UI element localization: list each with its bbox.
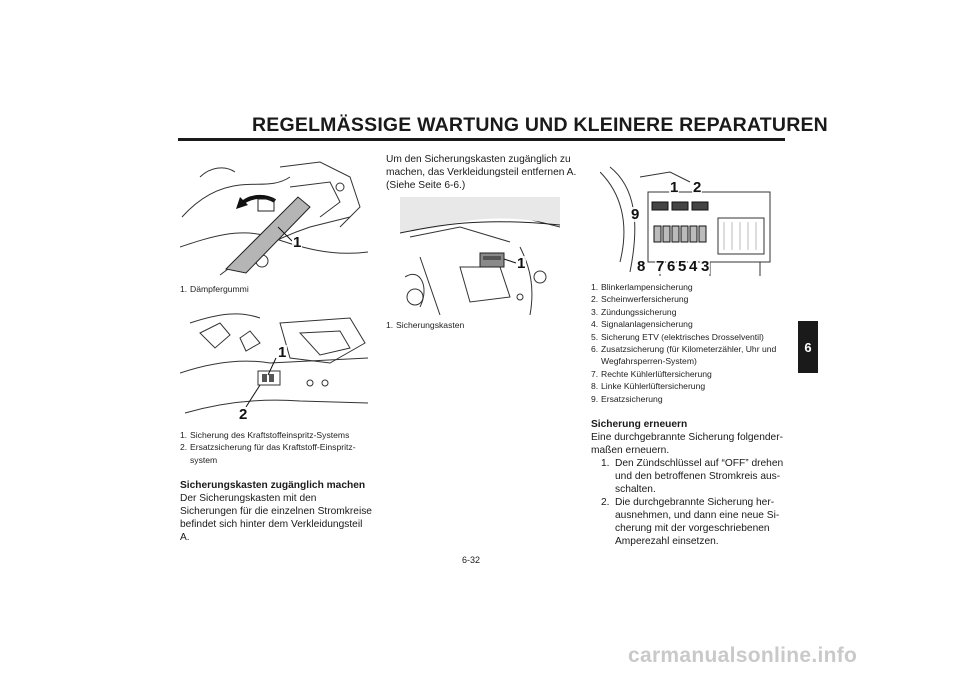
callout-2: 2 <box>239 406 248 423</box>
figure-fuse-box-location <box>400 197 560 315</box>
illustration-fuel-injection-fuse <box>180 303 368 423</box>
figure-damper-rubber <box>180 157 368 277</box>
callout-1: 1 <box>278 344 287 361</box>
callout-7: 7 <box>656 258 665 275</box>
legend-item: 5. Sicherung ETV (elektrisches Drosselventil) <box>591 331 764 342</box>
step-item: 2. Die durchgebrannte Sicherung her-ausnehmen, und dann eine neue Si-cherung mit der vorgeschriebenen Amperezahl einsetzen. <box>601 497 780 547</box>
legend-item: 1. Sicherung des Kraftstoffeinspritz-Systems <box>180 430 350 440</box>
callout-2: 2 <box>693 179 702 196</box>
callout-1: 1 <box>670 179 679 196</box>
illustration-damper-rubber <box>180 157 368 277</box>
legend-figure3 <box>386 319 574 331</box>
page-number: 6-32 <box>462 555 481 565</box>
legend-figure1 <box>180 283 368 295</box>
figure-fuse-box-detail <box>600 162 776 276</box>
legend-item: 2. Ersatzsicherung für das Kraftstoff-Einspritz-system <box>180 442 356 465</box>
callout-4: 4 <box>689 258 698 275</box>
legend-item: 1. Dämpfergummi <box>180 284 249 294</box>
callout-8: 8 <box>637 258 646 275</box>
legend-item: 4. Signalanlagensicherung <box>591 319 693 330</box>
callout-1: 1 <box>517 255 526 272</box>
legend-item: 1. Sicherungskasten <box>386 320 465 330</box>
legend-item: 8. Linke Kühlerlüftersicherung <box>591 381 706 392</box>
replace-steps <box>601 457 787 548</box>
chapter-tab: 6 <box>798 321 818 373</box>
legend-item: 9. Ersatzsicherung <box>591 393 663 404</box>
paragraph-access: Der Sicherungskasten mit den Sicherungen für die einzelnen Stromkreise befindet sich hinter dem Verkleidungsteil A. <box>180 493 372 543</box>
figure-fuel-injection-fuse <box>180 303 368 423</box>
callout-1: 1 <box>293 234 302 251</box>
section-heading-access: Sicherungskasten zugänglich machen <box>180 480 366 491</box>
watermark: carmanualsonline.info <box>628 644 858 667</box>
callout-3: 3 <box>701 258 710 275</box>
page-title: REGELMÄSSIGE WARTUNG UND KLEINERE REPARATUREN <box>252 114 828 136</box>
callout-9: 9 <box>631 206 640 223</box>
legend-item: 6. Zusatzsicherung (für Kilometerzähler, Uhr und Wegfahrsperren-System) <box>591 344 777 367</box>
paragraph-remove-panel: Um den Sicherungskasten zugänglich zu machen, das Verkleidungsteil entfernen A. (Siehe Seite 6-6.) <box>386 154 577 191</box>
callout-6: 6 <box>667 258 676 275</box>
legend-item: 2. Scheinwerfersicherung <box>591 294 689 305</box>
step-item: 1. Den Zündschlüssel auf “OFF” drehen und den betroffenen Stromkreis aus-schalten. <box>601 458 784 495</box>
legend-item: 3. Zündungssicherung <box>591 306 677 317</box>
section-heading-replace: Sicherung erneuern <box>591 419 688 430</box>
illustration-fuse-box-location <box>400 197 560 315</box>
legend-figure2 <box>180 429 368 466</box>
legend-item: 7. Rechte Kühlerlüftersicherung <box>591 368 712 379</box>
paragraph-replace-intro: Eine durchgebrannte Sicherung folgender-maßen erneuern. <box>591 432 783 456</box>
title-rule <box>178 138 785 141</box>
legend-item: 1. Blinkerlampensicherung <box>591 282 693 292</box>
legend-figure4 <box>591 281 787 405</box>
callout-5: 5 <box>678 258 687 275</box>
